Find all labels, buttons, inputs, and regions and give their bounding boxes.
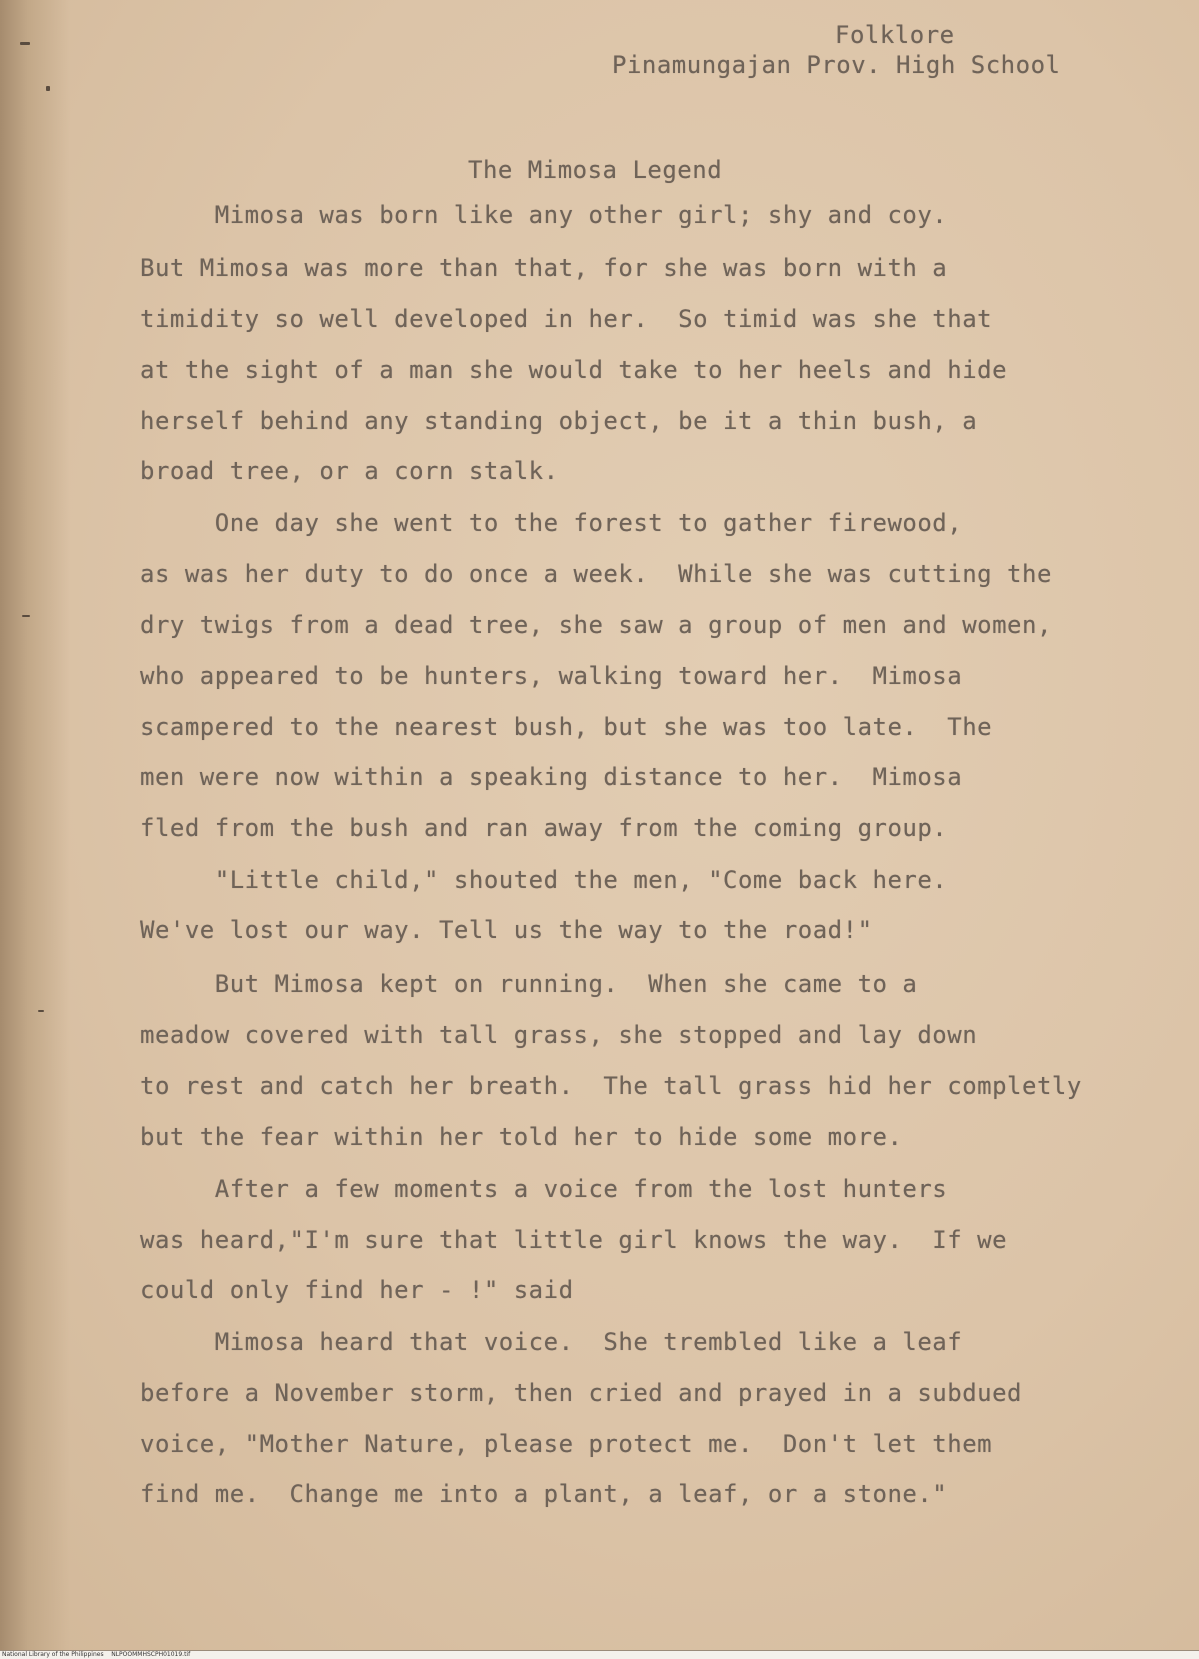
text-line: before a November storm, then cried and prayed in a subdued xyxy=(140,1379,1023,1407)
binding-mark xyxy=(20,42,30,45)
binding-mark xyxy=(46,86,50,91)
text-line: But Mimosa kept on running. When she came to a xyxy=(140,970,918,998)
text-line: After a few moments a voice from the lost hunters xyxy=(140,1175,948,1203)
text-line: was heard,"I'm sure that little girl knows the way. If we xyxy=(140,1226,1008,1254)
binding-mark xyxy=(38,1010,44,1012)
text-line: Mimosa was born like any other girl; shy and coy. xyxy=(140,201,948,229)
text-line: herself behind any standing object, be it a thin bush, a xyxy=(140,407,978,435)
text-line: One day she went to the forest to gather firewood, xyxy=(140,509,963,537)
header-subject: Folklore xyxy=(835,21,955,49)
text-line: voice, "Mother Nature, please protect me. Don't let them xyxy=(140,1430,993,1458)
text-line: We've lost our way. Tell us the way to the road!" xyxy=(140,916,873,944)
text-line: meadow covered with tall grass, she stopped and lay down xyxy=(140,1021,978,1049)
text-line: Mimosa heard that voice. She trembled like a leaf xyxy=(140,1328,963,1356)
text-line: timidity so well developed in her. So timid was she that xyxy=(140,305,993,333)
text-line: to rest and catch her breath. The tall grass hid her completly xyxy=(140,1072,1082,1100)
text-line: find me. Change me into a plant, a leaf, or a stone." xyxy=(140,1480,948,1508)
page-title: The Mimosa Legend xyxy=(468,156,723,184)
scan-footer-label: National Library of the Philippines NLPOOMMHSCPH01019.tif xyxy=(2,1651,191,1658)
binding-mark xyxy=(22,615,30,617)
text-line: as was her duty to do once a week. While she was cutting the xyxy=(140,560,1052,588)
text-line: men were now within a speaking distance to her. Mimosa xyxy=(140,763,963,791)
header-school: Pinamungajan Prov. High School xyxy=(612,51,1061,79)
text-line: "Little child," shouted the men, "Come back here. xyxy=(140,866,948,894)
text-line: who appeared to be hunters, walking toward her. Mimosa xyxy=(140,662,963,690)
binding-shadow xyxy=(0,0,70,1650)
text-line: fled from the bush and ran away from the coming group. xyxy=(140,814,948,842)
text-line: could only find her - !" said xyxy=(140,1276,574,1304)
text-line: at the sight of a man she would take to her heels and hide xyxy=(140,356,1008,384)
text-line: But Mimosa was more than that, for she was born with a xyxy=(140,254,948,282)
text-line: dry twigs from a dead tree, she saw a group of men and women, xyxy=(140,611,1052,639)
text-line: scampered to the nearest bush, but she was too late. The xyxy=(140,713,993,741)
text-line: but the fear within her told her to hide some more. xyxy=(140,1123,903,1151)
text-line: broad tree, or a corn stalk. xyxy=(140,457,559,485)
